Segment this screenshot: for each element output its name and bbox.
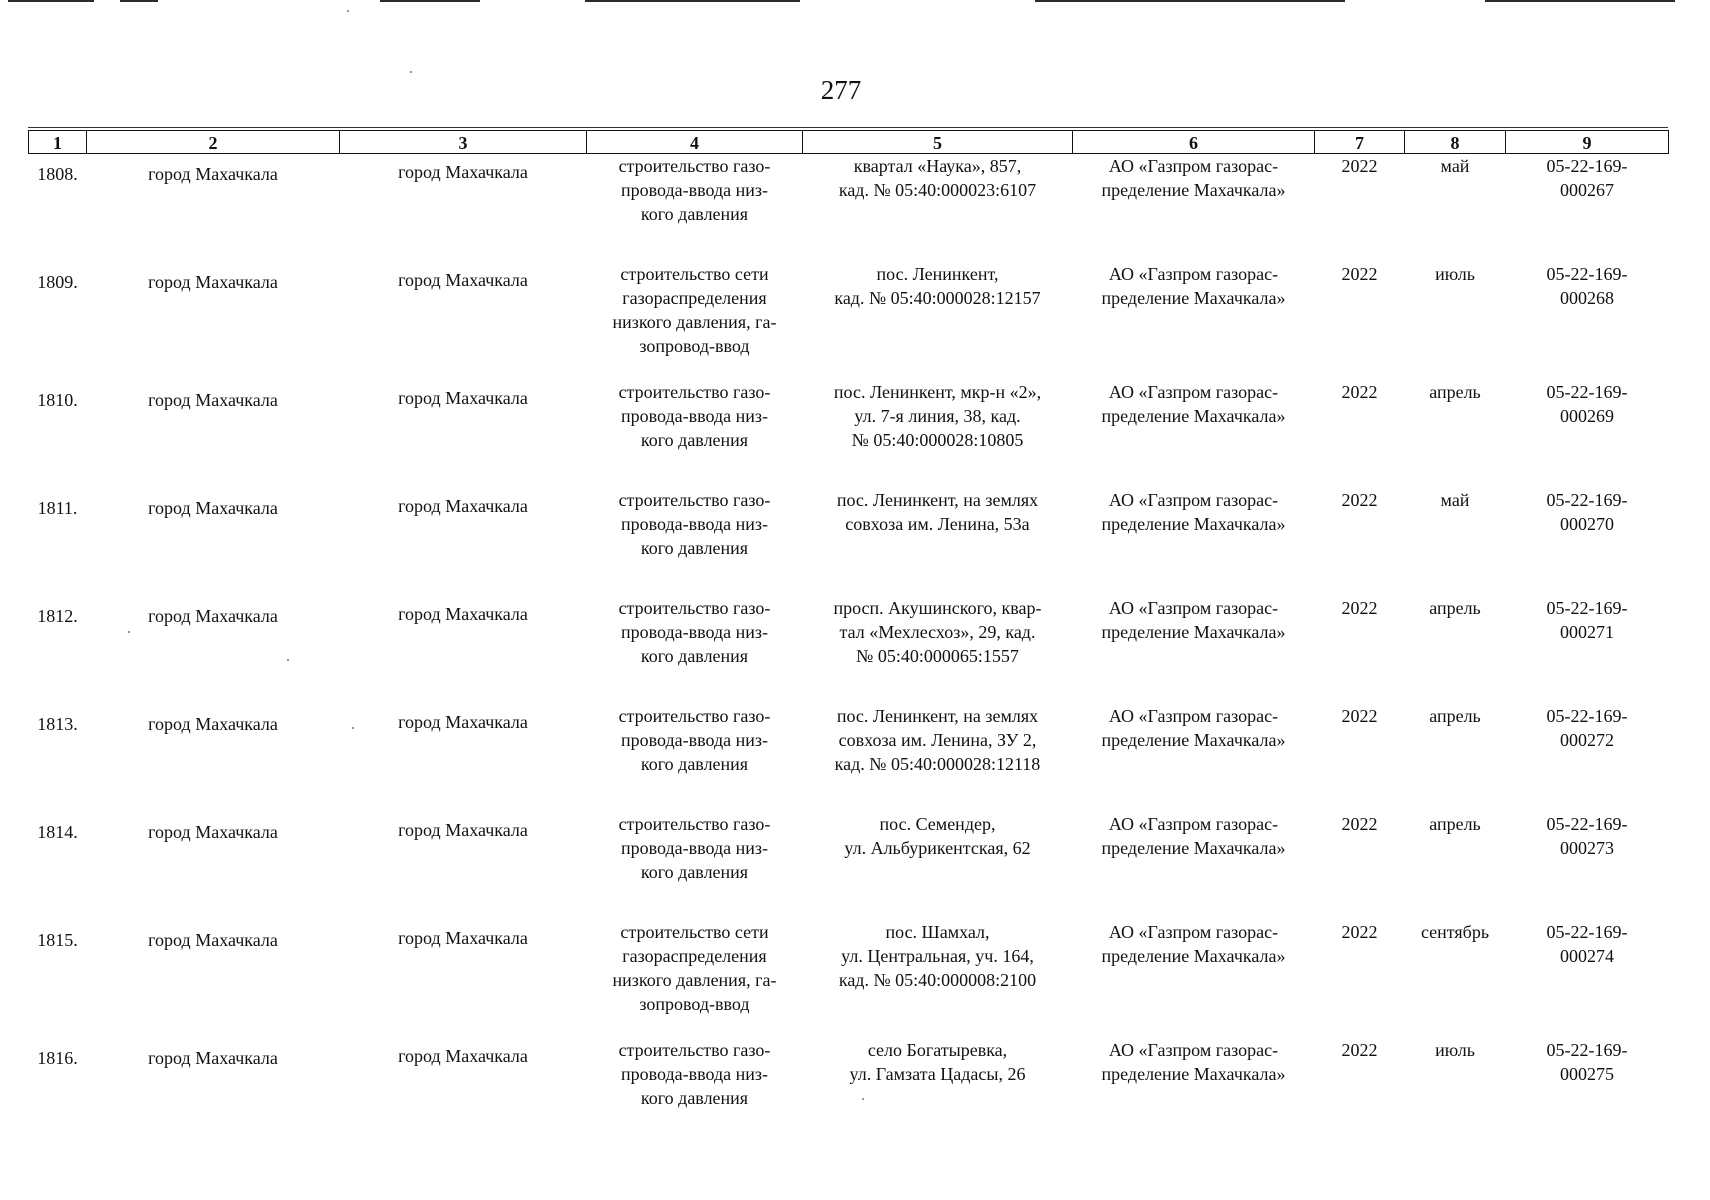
table-row: [29, 704, 1669, 812]
table-row: [29, 262, 1669, 380]
table-row: [29, 920, 1669, 1038]
month-cell: май: [1440, 156, 1470, 176]
scan-speck: [347, 10, 349, 12]
row-number: 1808.: [37, 164, 78, 184]
organization-cell: АО «Газпром газорас- пределение Махачкала»: [1101, 922, 1286, 966]
code-cell: 05-22-169- 000274: [1546, 922, 1628, 966]
table-row: [29, 380, 1669, 488]
work-description-cell: строительство газо- провода-ввода низ- кого давления: [618, 1040, 771, 1108]
locality-cell: город Махачкала: [398, 604, 528, 624]
table-top-rule: [28, 127, 1668, 128]
district-cell: город Махачкала: [148, 606, 278, 626]
work-description-cell: строительство газо- провода-ввода низ- кого давления: [618, 706, 771, 774]
table-row: [29, 1038, 1669, 1146]
address-cell: пос. Шамхал, ул. Центральная, уч. 164, кад. № 05:40:000008:2100: [838, 922, 1037, 990]
month-cell: апрель: [1429, 598, 1481, 618]
column-header-6: 6: [1073, 131, 1315, 154]
locality-cell: город Махачкала: [398, 1046, 528, 1066]
district-cell: город Махачкала: [148, 272, 278, 292]
column-header-5: 5: [803, 131, 1073, 154]
organization-cell: АО «Газпром газорас- пределение Махачкала»: [1101, 598, 1286, 642]
year-cell: 2022: [1341, 922, 1378, 942]
month-cell: июль: [1435, 1040, 1475, 1060]
row-number: 1811.: [37, 498, 78, 518]
locality-cell: город Махачкала: [398, 712, 528, 732]
month-cell: сентябрь: [1420, 922, 1490, 942]
scan-speck: [410, 71, 412, 73]
address-cell: село Богатыревка, ул. Гамзата Цадасы, 26: [849, 1040, 1026, 1084]
district-cell: город Махачкала: [148, 498, 278, 518]
code-cell: 05-22-169- 000273: [1546, 814, 1628, 858]
month-cell: апрель: [1429, 814, 1481, 834]
page-number: 277: [820, 75, 862, 105]
year-cell: 2022: [1341, 598, 1378, 618]
address-cell: пос. Ленинкент, мкр-н «2», ул. 7-я линия, 38, кад. № 05:40:000028:10805: [833, 382, 1042, 450]
table-row: [29, 596, 1669, 704]
locality-cell: город Махачкала: [398, 162, 528, 182]
code-cell: 05-22-169- 000271: [1546, 598, 1628, 642]
locality-cell: город Махачкала: [398, 496, 528, 516]
district-cell: город Махачкала: [148, 714, 278, 734]
district-cell: город Махачкала: [148, 1048, 278, 1068]
scan-speck: [128, 631, 130, 633]
code-cell: 05-22-169- 000268: [1546, 264, 1628, 308]
locality-cell: город Махачкала: [398, 820, 528, 840]
month-cell: апрель: [1429, 382, 1481, 402]
district-cell: город Махачкала: [148, 930, 278, 950]
month-cell: июль: [1435, 264, 1475, 284]
row-number: 1814.: [37, 822, 78, 842]
table-row: [29, 812, 1669, 920]
year-cell: 2022: [1341, 382, 1378, 402]
column-header-3: 3: [340, 131, 587, 154]
column-header-4: 4: [587, 131, 803, 154]
row-number: 1813.: [37, 714, 78, 734]
work-description-cell: строительство газо- провода-ввода низ- кого давления: [618, 382, 771, 450]
header-row: [29, 131, 1669, 154]
code-cell: 05-22-169- 000272: [1546, 706, 1628, 750]
organization-cell: АО «Газпром газорас- пределение Махачкала»: [1101, 264, 1286, 308]
district-cell: город Махачкала: [148, 822, 278, 842]
code-cell: 05-22-169- 000267: [1546, 156, 1628, 200]
address-cell: пос. Ленинкент, кад. № 05:40:000028:12157: [834, 264, 1041, 308]
district-cell: город Махачкала: [148, 164, 278, 184]
year-cell: 2022: [1341, 706, 1378, 726]
column-header-2: 2: [87, 131, 340, 154]
year-cell: 2022: [1341, 264, 1378, 284]
locality-cell: город Махачкала: [398, 928, 528, 948]
organization-cell: АО «Газпром газорас- пределение Махачкала»: [1101, 490, 1286, 534]
scan-edge-marks: [0, 0, 1710, 6]
address-cell: пос. Ленинкент, на землях совхоза им. Ленина, 53а: [836, 490, 1039, 534]
code-cell: 05-22-169- 000269: [1546, 382, 1628, 426]
row-number: 1815.: [37, 930, 78, 950]
work-description-cell: строительство газо- провода-ввода низ- кого давления: [618, 814, 771, 882]
locality-cell: город Махачкала: [398, 388, 528, 408]
year-cell: 2022: [1341, 814, 1378, 834]
row-number: 1812.: [37, 606, 78, 626]
column-header-7: 7: [1315, 131, 1405, 154]
column-header-8: 8: [1405, 131, 1506, 154]
row-number: 1816.: [37, 1048, 78, 1068]
table-row: [29, 488, 1669, 596]
district-cell: город Махачкала: [148, 390, 278, 410]
year-cell: 2022: [1341, 490, 1378, 510]
row-number: 1809.: [37, 272, 78, 292]
column-header-9: 9: [1506, 131, 1669, 154]
code-cell: 05-22-169- 000270: [1546, 490, 1628, 534]
organization-cell: АО «Газпром газорас- пределение Махачкала»: [1101, 706, 1286, 750]
table-row: [29, 154, 1669, 263]
scan-speck: [287, 659, 289, 661]
year-cell: 2022: [1341, 1040, 1378, 1060]
column-header-1: 1: [29, 131, 87, 154]
organization-cell: АО «Газпром газорас- пределение Махачкала»: [1101, 814, 1286, 858]
work-description-cell: строительство газо- провода-ввода низ- кого давления: [618, 156, 771, 224]
organization-cell: АО «Газпром газорас- пределение Махачкала»: [1101, 156, 1286, 200]
month-cell: май: [1440, 490, 1470, 510]
row-number: 1810.: [37, 390, 78, 410]
address-cell: пос. Ленинкент, на землях совхоза им. Ленина, ЗУ 2, кад. № 05:40:000028:12118: [834, 706, 1041, 774]
registry-table: [28, 130, 1669, 1146]
organization-cell: АО «Газпром газорас- пределение Махачкала»: [1101, 1040, 1286, 1084]
work-description-cell: строительство сети газораспределения низкого давления, га- зопровод-ввод: [612, 922, 777, 1014]
work-description-cell: строительство газо- провода-ввода низ- кого давления: [618, 598, 771, 666]
organization-cell: АО «Газпром газорас- пределение Махачкала»: [1101, 382, 1286, 426]
address-cell: пос. Семендер, ул. Альбурикентская, 62: [844, 814, 1031, 858]
scan-speck: [862, 1098, 864, 1100]
code-cell: 05-22-169- 000275: [1546, 1040, 1628, 1084]
scan-speck: [352, 727, 354, 729]
address-cell: просп. Акушинского, квар- тал «Мехлесхоз», 29, кад. № 05:40:000065:1557: [833, 598, 1042, 666]
registry-table-wrapper: [28, 130, 1668, 1146]
work-description-cell: строительство сети газораспределения низкого давления, га- зопровод-ввод: [612, 264, 777, 356]
month-cell: апрель: [1429, 706, 1481, 726]
year-cell: 2022: [1341, 156, 1378, 176]
address-cell: квартал «Наука», 857, кад. № 05:40:000023:6107: [838, 156, 1037, 200]
work-description-cell: строительство газо- провода-ввода низ- кого давления: [618, 490, 771, 558]
locality-cell: город Махачкала: [398, 270, 528, 290]
